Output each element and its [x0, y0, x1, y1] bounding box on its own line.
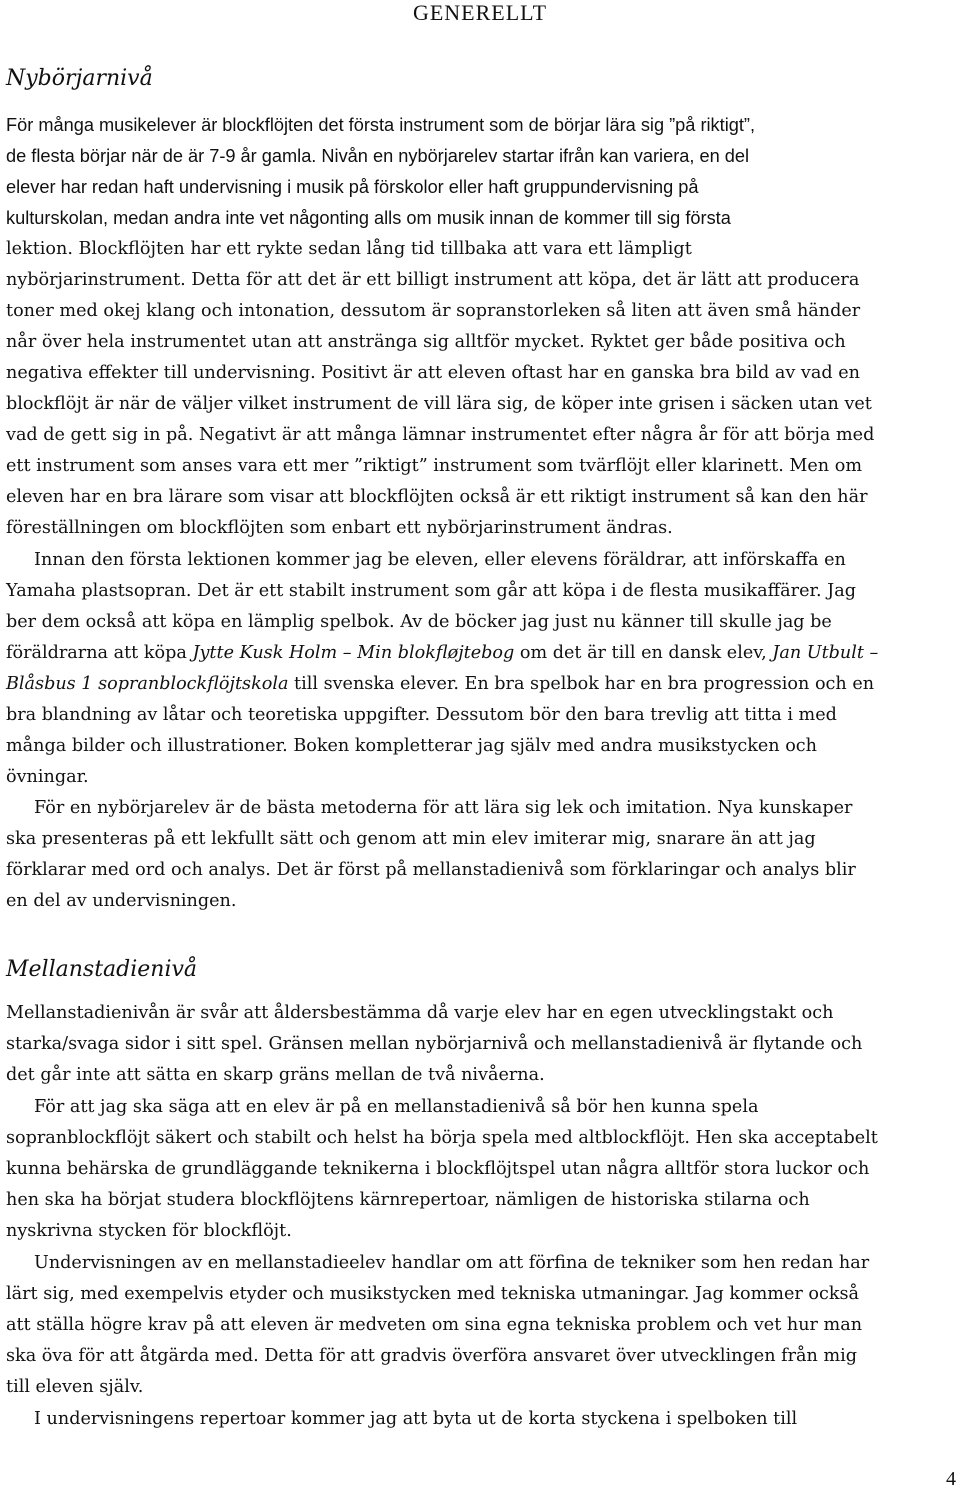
- text-line: föreställningen om blockflöjten som enbart ett nybörjarinstrument ändras.: [6, 518, 673, 538]
- paragraph-spelbok: [6, 545, 952, 793]
- text-line: negativa effekter till undervisning. Positivt är att eleven oftast har en ganska bra bild av vad en: [6, 363, 860, 383]
- text-line: ska presenteras på ett lekfullt sätt och genom att min elev imiterar mig, snarare än att jag: [6, 829, 816, 849]
- text-line: hen ska ha börjat studera blockflöjtens kärnrepertoar, nämligen de historiska stilarna och: [6, 1190, 810, 1210]
- text-run: föräldrarna att köpa: [6, 643, 193, 663]
- text-line: För en nybörjarelev är de bästa metoderna för att lära sig lek och imitation. Nya kunskaper: [34, 798, 853, 818]
- text-line: lektion. Blockflöjten har ett rykte sedan lång tid tillbaka att vara ett lämpligt: [6, 239, 692, 259]
- text-line: För många musikelever är blockflöjten det första instrument som de börjar lära sig ”på riktigt”,: [6, 115, 756, 135]
- text-line: kunna behärska de grundläggande teknikerna i blockflöjtspel utan några alltför stora luckor och: [6, 1159, 870, 1179]
- section-heading-mellanstadieniva: Mellanstadienivå: [6, 957, 198, 982]
- text-line: förklarar med ord och analys. Det är först på mellanstadienivå som förklaringar och analys blir: [6, 860, 856, 880]
- text-line: nybörjarinstrument. Detta för att det är ett billigt instrument att köpa, det är lätt att producera: [6, 270, 860, 290]
- text-line: de flesta börjar när de är 7-9 år gamla. Nivån en nybörjarelev startar ifrån kan variera, en del: [6, 146, 750, 166]
- text-line: en del av undervisningen.: [6, 891, 237, 911]
- text-line: toner med okej klang och intonation, dessutom är sopranstorleken så liten att även små händer: [6, 301, 861, 321]
- text-line: eleven har en bra lärare som visar att blockflöjten också är ett riktigt instrument så kan den här: [6, 487, 868, 507]
- text-line: övningar.: [6, 767, 89, 787]
- text-line: nyskrivna stycken för blockflöjt.: [6, 1221, 292, 1241]
- page-header: GENERELLT: [412, 0, 548, 25]
- text-line: [6, 638, 952, 669]
- text-line: ber dem också att köpa en lämplig spelbok. Av de böcker jag just nu känner till skulle jag be: [6, 612, 832, 632]
- text-line: ska öva för att åtgärda med. Detta för att gradvis överföra ansvaret över utvecklingen från mig: [6, 1346, 858, 1366]
- text-line: kulturskolan, medan andra inte vet någonting alls om musik innan de kommer till sig första: [6, 208, 731, 228]
- text-line: [6, 669, 952, 700]
- text-run: om det är till en dansk elev,: [514, 643, 773, 663]
- paragraph-undervisning: [6, 1248, 952, 1403]
- text-line: Yamaha plastsopran. Det är ett stabilt instrument som går att köpa i de flesta musikaffärer. Jag: [6, 581, 856, 601]
- text-line: att ställa högre krav på att eleven är medveten om sina egna tekniska problem och vet hur man: [6, 1315, 863, 1335]
- text-line: vad de gett sig in på. Negativt är att många lämnar instrumentet efter några år för att börja med: [6, 425, 875, 445]
- text-line: det går inte att sätta en skarp gräns mellan de två nivåerna.: [6, 1065, 545, 1085]
- text-line: starka/svaga sidor i sitt spel. Gränsen mellan nybörjarnivå och mellanstadienivå är flytande och: [6, 1034, 863, 1054]
- paragraph-metoder: [6, 793, 952, 917]
- paragraph-repertoar: [6, 1404, 952, 1435]
- paragraph-krav: [6, 1092, 952, 1247]
- book-title-blasbus: Blåsbus 1 sopranblockflöjtskola: [6, 674, 289, 694]
- text-line: blockflöjt är när de väljer vilket instrument de vill lära sig, de köper inte grisen i säcken utan vet: [6, 394, 872, 414]
- text-line: når över hela instrumentet utan att anstränga sig alltför mycket. Ryktet ger både positiva och: [6, 332, 846, 352]
- page-number: 4: [946, 1468, 956, 1490]
- text-line: lärt sig, med exempelvis etyder och musikstycken med tekniska utmaningar. Jag kommer också: [6, 1284, 860, 1304]
- text-line: bra blandning av låtar och teoretiska uppgifter. Dessutom bör den bara trevlig att titta i med: [6, 705, 837, 725]
- paragraph-nyborjar-intro: [6, 110, 952, 544]
- text-line: många bilder och illustrationer. Boken kompletterar jag själv med andra musikstycken och: [6, 736, 817, 756]
- text-line: sopranblockflöjt säkert och stabilt och helst ha börja spela med altblockflöjt. Hen ska acceptabelt: [6, 1128, 878, 1148]
- text-run: till svenska elever. En bra spelbok har en bra progression och en: [288, 674, 875, 694]
- text-line: ett instrument som anses vara ett mer ”riktigt” instrument som tvärflöjt eller klarinett. Men om: [6, 456, 863, 476]
- text-line: till eleven själv.: [6, 1377, 144, 1397]
- text-line: elever har redan haft undervisning i musik på förskolor eller haft gruppundervisning på: [6, 177, 699, 197]
- text-line: I undervisningens repertoar kommer jag att byta ut de korta styckena i spelboken till: [34, 1409, 798, 1429]
- book-author-jan-utbult: Jan Utbult –: [772, 643, 879, 663]
- text-line: Innan den första lektionen kommer jag be eleven, eller elevens föräldrar, att införskaffa en: [34, 550, 846, 570]
- section-heading-nyborjarniva: Nybörjarnivå: [6, 66, 153, 91]
- text-line: För att jag ska säga att en elev är på en mellanstadienivå så bör hen kunna spela: [34, 1097, 759, 1117]
- text-line: Mellanstadienivån är svår att åldersbestämma då varje elev har en egen utvecklingstakt och: [6, 1003, 834, 1023]
- book-title-min-blokflojtebog: Jytte Kusk Holm – Min blokfløjtebog: [192, 643, 515, 663]
- text-line: Undervisningen av en mellanstadieelev handlar om att förfina de tekniker som hen redan har: [34, 1253, 870, 1273]
- paragraph-mellanstadie-intro: [6, 998, 952, 1091]
